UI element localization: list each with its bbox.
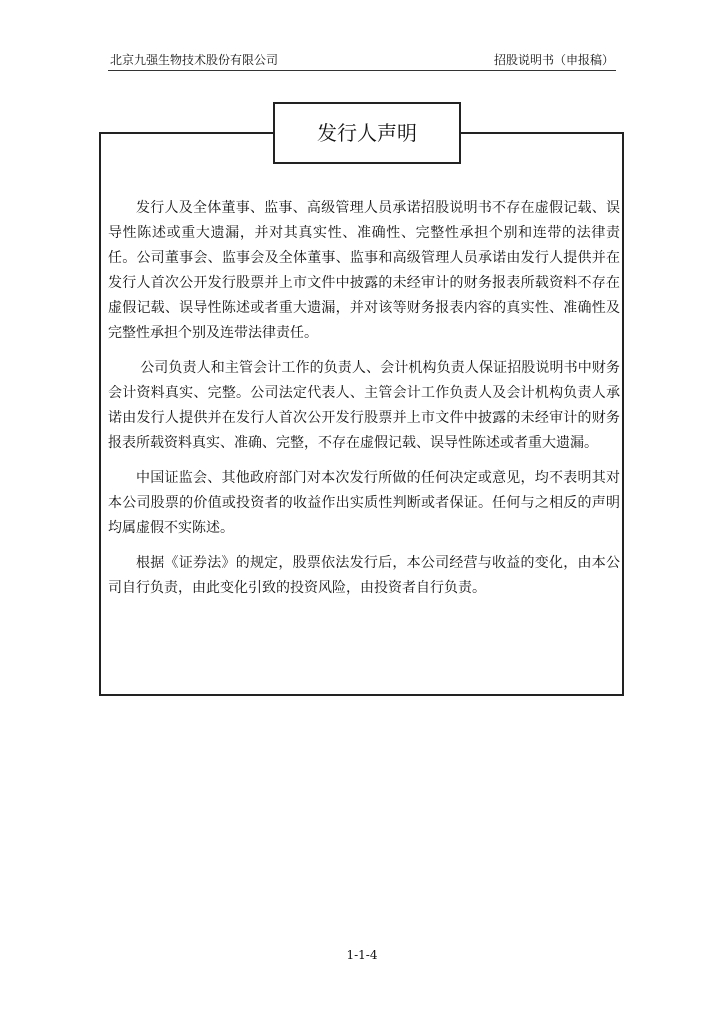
- statement-paragraph-3: 中国证监会、其他政府部门对本次发行所做的任何决定或意见，均不表明其对本公司股票的价值或投资者的收益作出实质性判断或者保证。任何与之相反的声明均属虚假不实陈述。: [108, 470, 620, 536]
- page-header: [108, 48, 616, 71]
- statement-paragraph-2: 公司负责人和主管会计工作的负责人、会计机构负责人保证招股说明书中财务会计资料真实、完整。公司法定代表人、主管会计工作负责人及会计机构负责人承诺由发行人提供并在发行人首次公开发行股票并上市文件中披露的未经审计的财务报表所载资料真实、准确、完整，不存在虚假记载、误导性陈述或者重大遗漏。: [108, 360, 620, 451]
- header-document-type: 招股说明书（申报稿）: [493, 53, 614, 67]
- statement-paragraph-1: 发行人及全体董事、监事、高级管理人员承诺招股说明书不存在虚假记载、误导性陈述或重大遗漏，并对其真实性、准确性、完整性承担个别和连带的法律责任。公司董事会、监事会及全体董事、监事和高级管理人员承诺由发行人提供并在发行人首次公开发行股票并上市文件中披露的未经审计的财务报表所载资料不存在虚假记载、误导性陈述或者重大遗漏，并对该等财务报表内容的真实性、准确性及完整性承担个别及连带法律责任。: [108, 200, 620, 341]
- page-number: 1-1-4: [346, 948, 378, 962]
- statement-paragraph-4: 根据《证券法》的规定，股票依法发行后，本公司经营与收益的变化，由本公司自行负责，由此变化引致的投资风险，由投资者自行负责。: [108, 555, 620, 596]
- header-company-name: 北京九强生物技术股份有限公司: [110, 53, 279, 67]
- statement-content: [108, 196, 620, 611]
- section-title: 发行人声明: [273, 102, 461, 164]
